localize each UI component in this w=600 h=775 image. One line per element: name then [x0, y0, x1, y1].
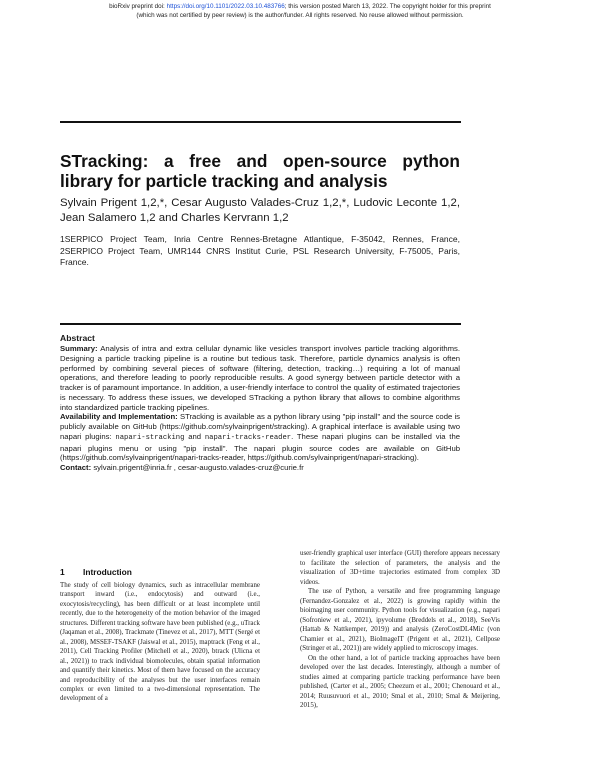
authors-line1: Sylvain Prigent 1,2,*, Cesar Augusto Valades-Cruz 1,2,*, Ludovic Leconte 1,2,	[60, 197, 460, 209]
section-heading-introduction	[60, 567, 132, 577]
intro-paragraph-1: The study of cell biology dynamics, such as intracellular membrane transport inward (i.e., endocytosis) and outward (i.e., exocytosis/recycling), has been difficult or at least incomplete until recently, due to the heterogeneity of the motion behavior of the imaged structures. Different tracking software have been published (e.g., uTrack (Jaqaman et al., 2008), Trackmate (Tinevez et al., 2017), MTT (Sergé et al., 2008), MSSEF-TSAKF (Jaiswal et al., 2015), maptrack (Feng et al., 2011), Cell Tracking Profiler (Mitchell et al., 2020), btrack (Ulicna et al., 2021)) to track individual biomolecules, obtain spatial information and quantify their kinetics. Most of them have focused on the accuracy and reproducibility of the analyses but the user interfaces remain complex or even limited to a two-dimensional representation. The development of a	[60, 582, 260, 703]
paper-title	[60, 151, 460, 191]
affiliation-2: 2SERPICO Project Team, UMR144 CNRS Institut Curie, PSL Research University, F-75005, Paris,	[60, 245, 460, 256]
intro-paragraph-3: The use of Python, a versatile and free programming language (Fernandez-Gonzalez et al., 2022) is growing rapidly within the bioimaging user community. Python tools for visualization (e.g., napari (Sofroniew et al., 2021), ipyvolume (Breddels et al., 2018), SeeVis (Hattab & Nattkemper, 2019)) and analysis (ZeroCostDL4Mic (von Chamier et al., 2021), BioImageIT (Prigent et al., 2021), Cellpose (Stringer et al., 2021)) are widely applied to microscopy images.	[300, 588, 500, 652]
title-line1: STracking: a free and open-source python	[60, 151, 460, 171]
intro-right-column	[300, 549, 500, 711]
doi-link[interactable]: https://doi.org/10.1101/2022.03.10.483766	[166, 3, 285, 10]
summary-label: Summary:	[60, 344, 98, 353]
preprint-notice-line1: bioRxiv preprint doi: https://doi.org/10.1101/2022.03.10.483766; this version posted March 13, 2022. The copyright holder for this preprint	[109, 3, 491, 10]
abstract-availability: Availability and Implementation: STracking is available as a python library using "pip install" and the source code is publicly available on GitHub (https://github.com/sylvainprigent/stracking). A graphical interface is available using two napari plugins: napari-stracking and napari-tracks-reader. These napari plugins can be installed via the napari plugins menu or using "pip install". The napari plugin source codes are available on GitHub (https://github.com/sylvainprigent/napari-tracks-reader, https://github.com/sylvainprigent/napari-stracking).	[60, 412, 461, 463]
author-list	[60, 196, 460, 225]
affiliation-2-cont: France.	[60, 257, 89, 268]
top-rule	[60, 121, 461, 123]
preprint-notice	[0, 3, 600, 20]
abstract-summary: Summary: Analysis of intra and extra cellular dynamic like vesicles transport involves particle tracking algorithms. Designing a particle tracking pipeline is a routine but tedious task. Therefore, particle dynamics analysis is often performed by combining several pieces of software (filtering, detection, tracking…) requiring a lot of manual operations, and therefore leading to poorly reproducible results. A good synergy between particle detector with a tracker is of paramount importance. In addition, a user-friendly interface to control the quality of estimated trajectories is necessary. To address these issues, we developed STracking a python library that allows to combine algorithms into standardized particle tracking pipelines.	[60, 344, 460, 412]
title-line2: library for particle tracking and analysis	[60, 171, 388, 191]
preprint-notice-line2: (which was not certified by peer review) is the author/funder. All rights reserved. No reuse allowed without permission.	[136, 11, 464, 19]
affiliations	[60, 234, 460, 269]
plugin-name-tracks-reader: napari-tracks-reader	[204, 433, 292, 442]
intro-left-column	[60, 581, 260, 704]
section-number: 1	[60, 567, 65, 577]
plugin-name-stracking: napari-stracking	[115, 433, 185, 442]
abstract-heading: Abstract	[60, 333, 95, 343]
authors-line2: Jean Salamero 1,2 and Charles Kervrann 1,2	[60, 211, 289, 224]
contact-label: Contact:	[60, 463, 92, 472]
intro-paragraph-4: On the other hand, a lot of particle tracking approaches have been developed over the last decades. Interestingly, although a number of studies aimed at comparing particle tracking performance have been published, (Carter et al., 2005; Cheezum et al., 2001; Chenouard et al., 2014; Ruusuvuori et al., 2010; Smal et al., 2010; Smal & Meijering, 2015),	[300, 654, 500, 709]
abstract-contact: Contact: sylvain.prigent@inria.fr , cesar-augusto.valades-cruz@curie.fr	[60, 463, 304, 472]
intro-paragraph-2: user-friendly graphical user interface (GUI) therefore appears necessary to facilitate the selection of parameters, the analysis and the visualization of 3D+time trajectories estimated from complex 3D videos.	[300, 550, 500, 586]
middle-rule	[60, 323, 461, 325]
affiliation-1: 1SERPICO Project Team, Inria Centre Rennes-Bretagne Atlantique, F-35042, Rennes, France,	[60, 234, 460, 244]
abstract-section	[60, 333, 460, 473]
section-title: Introduction	[83, 567, 132, 577]
availability-label: Availability and Implementation:	[60, 412, 178, 422]
